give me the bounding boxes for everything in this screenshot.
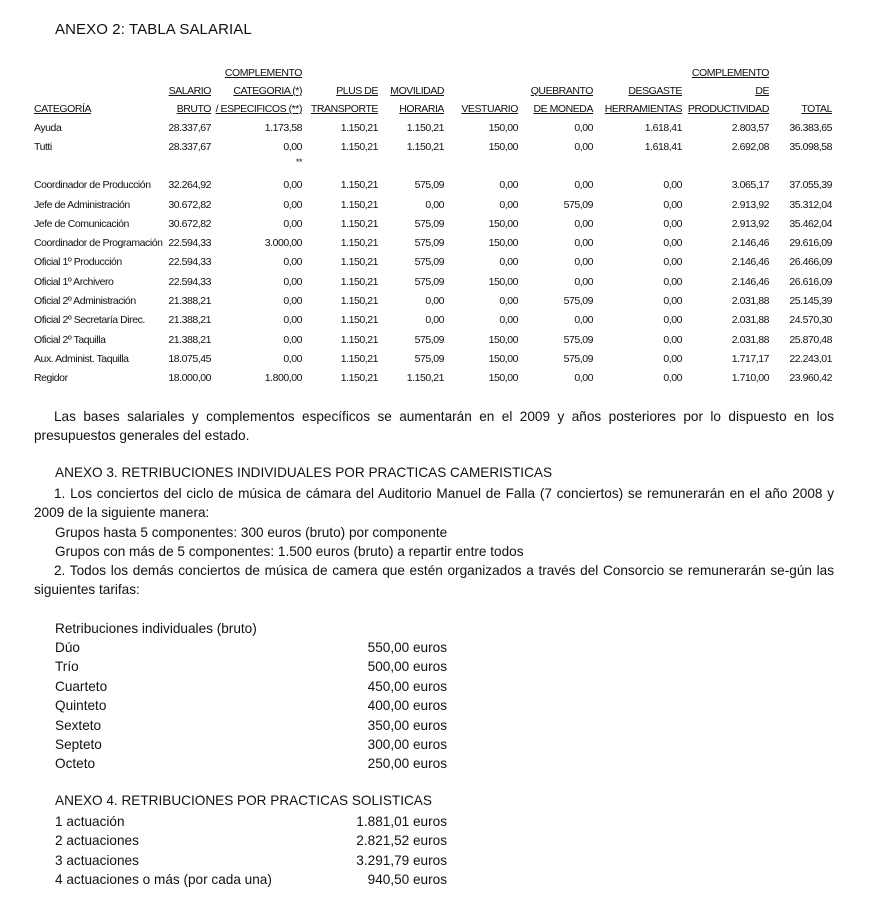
value-cell: 25.870,48 [789, 333, 832, 346]
value-cell: 575,09 [414, 217, 444, 230]
value-cell: 575,09 [414, 333, 444, 346]
rate-row [55, 696, 447, 715]
category-cell: Jefe de Administración [34, 198, 130, 211]
category-cell: Oficial 2º Taquilla [34, 333, 106, 346]
value-cell: 2.692,08 [731, 140, 769, 153]
salary-footnote: Las bases salariales y complementos específicos se aumentarán en el 2009 y años posteriores por lo dispuesto en los presupuestos generales del estado. [34, 409, 834, 444]
category-cell: Oficial 1º Producción [34, 256, 122, 269]
column-header-line: DE MONEDA [533, 103, 593, 115]
column-header-line: CATEGORÍA [34, 103, 92, 115]
rate-label: Septeto [55, 736, 102, 752]
solo-rates-list [55, 812, 447, 890]
value-cell: 35.462,04 [789, 217, 832, 230]
column-header-line: QUEBRANTO [530, 85, 593, 97]
table-row [34, 195, 832, 214]
value-cell: 150,00 [488, 217, 518, 230]
empty-cell [302, 157, 378, 176]
value-cell: 21.388,21 [168, 314, 211, 327]
value-cell: 1.618,41 [644, 140, 682, 153]
rate-label: Octeto [55, 756, 96, 772]
rate-label: 1 actuación [55, 814, 125, 829]
value-cell: 0,00 [574, 275, 593, 288]
column-header [518, 62, 593, 118]
value-cell: 1.150,21 [340, 314, 378, 327]
value-cell: 0,00 [425, 314, 444, 327]
value-cell: 22.594,33 [168, 275, 211, 288]
value-cell: 1.173,58 [264, 121, 302, 134]
value-cell: 25.145,39 [789, 295, 832, 308]
value-cell: 0,00 [499, 295, 518, 308]
column-header-line: DESGASTE [628, 85, 682, 97]
rate-amount: 940,50 euros [367, 872, 447, 888]
value-cell: 2.031,88 [731, 314, 769, 327]
groups-large-text: Grupos con más de 5 componentes: 1.500 euros (bruto) a repartir entre todos [55, 544, 524, 559]
value-cell: 29.616,09 [789, 237, 832, 250]
empty-cell [34, 157, 164, 176]
table-row [34, 137, 832, 156]
rate-row [55, 831, 447, 850]
value-cell: 575,09 [414, 179, 444, 192]
value-cell: 1.150,21 [340, 140, 378, 153]
column-header [444, 62, 518, 118]
rate-row [55, 677, 447, 696]
column-header [164, 62, 211, 118]
empty-cell [593, 157, 682, 176]
column-header-line: HERRAMIENTAS [604, 103, 682, 115]
chamber-rates-list [55, 638, 447, 774]
value-cell: 3.065,17 [731, 179, 769, 192]
value-cell: 26.466,09 [789, 256, 832, 269]
value-cell: 0,00 [574, 121, 593, 134]
value-cell: 21.388,21 [168, 295, 211, 308]
value-cell: 0,00 [663, 275, 682, 288]
empty-cell [444, 157, 518, 176]
rate-label: 2 actuaciones [55, 833, 139, 849]
value-cell: 2.146,46 [731, 275, 769, 288]
table-row [34, 253, 832, 272]
note-row [34, 157, 832, 176]
rate-label: Trío [55, 659, 79, 675]
rate-amount: 1.881,01 euros [356, 814, 447, 829]
value-cell: 21.388,21 [168, 333, 211, 346]
column-header-line: HORARIA [399, 103, 444, 115]
value-cell: 575,09 [414, 352, 444, 365]
column-header-line [302, 64, 378, 82]
value-cell: 575,09 [563, 352, 593, 365]
value-cell: 2.031,88 [731, 333, 769, 346]
value-cell: 0,00 [283, 140, 302, 153]
value-cell: 1.150,21 [340, 237, 378, 250]
value-cell: 1.150,21 [406, 140, 444, 153]
value-cell: 575,09 [414, 237, 444, 250]
category-cell: Oficial 1º Archivero [34, 275, 114, 288]
value-cell: 30.672,82 [168, 198, 211, 211]
column-header-line [593, 64, 682, 82]
value-cell: 22.594,33 [168, 256, 211, 269]
column-header-line [444, 64, 518, 82]
category-cell: Aux. Administ. Taquilla [34, 352, 129, 365]
category-cell: Regidor [34, 372, 68, 385]
column-header-line [769, 64, 832, 82]
value-cell: 0,00 [283, 275, 302, 288]
value-cell: 35.312,04 [789, 198, 832, 211]
value-cell: 37.055,39 [789, 179, 832, 192]
column-header [593, 62, 682, 118]
category-cell: Tutti [34, 140, 52, 153]
value-cell: 1.800,00 [264, 372, 302, 385]
value-cell: 32.264,92 [168, 179, 211, 192]
rate-label: Sexteto [55, 717, 102, 733]
value-cell: 0,00 [283, 333, 302, 346]
category-cell: Ayuda [34, 121, 62, 134]
rate-amount: 500,00 euros [367, 659, 447, 675]
value-cell: 0,00 [283, 217, 302, 230]
category-cell: Coordinador de Producción [34, 179, 151, 192]
note-mark: ** [295, 156, 302, 167]
rate-row [55, 851, 447, 870]
table-row [34, 176, 832, 195]
column-header-line: DE [755, 85, 769, 97]
table-row [34, 349, 832, 368]
category-cell: Jefe de Comunicación [34, 217, 129, 230]
table-row [34, 118, 832, 137]
column-header-line: COMPLEMENTO [224, 67, 302, 79]
value-cell: 2.146,46 [731, 237, 769, 250]
empty-cell [682, 157, 769, 176]
rate-amount: 350,00 euros [367, 717, 447, 733]
value-cell: 0,00 [283, 295, 302, 308]
value-cell: 0,00 [663, 217, 682, 230]
value-cell: 150,00 [488, 275, 518, 288]
value-cell: 0,00 [574, 256, 593, 269]
value-cell: 575,09 [563, 333, 593, 346]
value-cell: 24.570,30 [789, 314, 832, 327]
value-cell: 18.075,45 [168, 352, 211, 365]
column-header-line: BRUTO [176, 103, 211, 115]
annex4-heading: ANEXO 4. RETRIBUCIONES POR PRACTICAS SOLISTICAS [55, 793, 432, 808]
rate-amount: 300,00 euros [367, 736, 447, 752]
value-cell: 1.150,21 [406, 372, 444, 385]
value-cell: 23.960,42 [789, 372, 832, 385]
column-header-line: MOVILIDAD [390, 85, 444, 97]
table-row [34, 291, 832, 310]
value-cell: 1.717,17 [731, 352, 769, 365]
empty-cell [518, 157, 593, 176]
value-cell: 150,00 [488, 121, 518, 134]
value-cell: 28.337,67 [168, 140, 211, 153]
value-cell: 2.803,57 [731, 121, 769, 134]
rate-row [55, 638, 447, 657]
value-cell: 1.150,21 [340, 333, 378, 346]
annex2-title: ANEXO 2: TABLA SALARIAL [55, 21, 252, 38]
annex3-heading: ANEXO 3. RETRIBUCIONES INDIVIDUALES POR PRACTICAS CAMERISTICAS [55, 465, 553, 480]
column-header [211, 62, 302, 118]
table-row [34, 311, 832, 330]
column-header [34, 62, 164, 118]
rate-row [55, 812, 447, 831]
value-cell: 1.150,21 [340, 295, 378, 308]
value-cell: 22.594,33 [168, 237, 211, 250]
value-cell: 1.150,21 [340, 198, 378, 211]
table-row [34, 233, 832, 252]
table-row [34, 369, 832, 388]
column-header-line: PRODUCTIVIDAD [687, 103, 769, 115]
value-cell: 0,00 [663, 256, 682, 269]
category-cell: Oficial 2º Administración [34, 295, 136, 308]
value-cell: 575,09 [414, 256, 444, 269]
salary-table [34, 62, 832, 388]
value-cell: 1.710,00 [731, 372, 769, 385]
value-cell: 2.913,92 [731, 217, 769, 230]
value-cell: 18.000,00 [168, 372, 211, 385]
value-cell: 1.618,41 [644, 121, 682, 134]
table-header-row [34, 62, 832, 118]
value-cell: 0,00 [663, 352, 682, 365]
rate-amount: 3.291,79 euros [356, 852, 447, 868]
table-row [34, 330, 832, 349]
value-cell: 0,00 [499, 198, 518, 211]
rate-row [55, 870, 447, 889]
rate-amount: 450,00 euros [367, 678, 447, 694]
value-cell: 0,00 [425, 295, 444, 308]
column-header-line: PLUS DE [336, 85, 378, 97]
column-header-line: / ESPECIFICOS (**) [215, 103, 302, 115]
value-cell: 0,00 [283, 352, 302, 365]
value-cell: 0,00 [663, 295, 682, 308]
table-row [34, 272, 832, 291]
value-cell: 1.150,21 [340, 275, 378, 288]
value-cell: 0,00 [283, 198, 302, 211]
category-cell: Coordinador de Programación [34, 237, 163, 250]
value-cell: 1.150,21 [340, 121, 378, 134]
value-cell: 1.150,21 [406, 121, 444, 134]
value-cell: 575,09 [563, 198, 593, 211]
value-cell: 0,00 [574, 140, 593, 153]
column-header-line: TOTAL [801, 103, 832, 115]
value-cell: 35.098,58 [789, 140, 832, 153]
value-cell: 0,00 [499, 256, 518, 269]
annex3-point-2: 2. Todos los demás conciertos de música de camera que estén organizados a través del Consorcio se remunerarán se-gún las siguientes tarifas: [34, 563, 834, 598]
column-header-line: TRANSPORTE [310, 103, 378, 115]
value-cell: 0,00 [499, 179, 518, 192]
groups-small-text: Grupos hasta 5 componentes: 300 euros (bruto) por componente [55, 525, 448, 540]
value-cell: 1.150,21 [340, 217, 378, 230]
column-header-line: SALARIO [168, 85, 211, 97]
column-header [302, 62, 378, 118]
value-cell: 150,00 [488, 237, 518, 250]
value-cell: 575,09 [563, 295, 593, 308]
rate-label: Dúo [55, 640, 80, 655]
value-cell: 0,00 [283, 256, 302, 269]
value-cell: 0,00 [663, 372, 682, 385]
column-header-line [444, 82, 518, 100]
value-cell: 0,00 [663, 198, 682, 211]
rate-row [55, 657, 447, 676]
rates-title: Retribuciones individuales (bruto) [55, 621, 257, 636]
value-cell: 0,00 [425, 198, 444, 211]
value-cell: 150,00 [488, 372, 518, 385]
value-cell: 2.913,92 [731, 198, 769, 211]
empty-cell [164, 157, 211, 176]
category-cell: Oficial 2º Secretaría Direc. [34, 314, 145, 327]
value-cell: 0,00 [499, 314, 518, 327]
value-cell: 0,00 [574, 179, 593, 192]
value-cell: 2.146,46 [731, 256, 769, 269]
value-cell: 3.000,00 [264, 237, 302, 250]
column-header [378, 62, 444, 118]
value-cell: 150,00 [488, 333, 518, 346]
rate-label: Quinteto [55, 698, 107, 714]
value-cell: 0,00 [663, 179, 682, 192]
value-cell: 0,00 [574, 372, 593, 385]
rate-label: 4 actuaciones o más (por cada una) [55, 872, 272, 888]
value-cell: 1.150,21 [340, 352, 378, 365]
value-cell: 26.616,09 [789, 275, 832, 288]
column-header-line [34, 64, 164, 82]
column-header-line [518, 64, 593, 82]
value-cell: 0,00 [283, 314, 302, 327]
value-cell: 0,00 [283, 179, 302, 192]
rate-row [55, 735, 447, 754]
column-header [682, 62, 769, 118]
value-cell: 22.243,01 [789, 352, 832, 365]
column-header-line: COMPLEMENTO [691, 67, 769, 79]
empty-cell [769, 157, 832, 176]
value-cell: 0,00 [574, 314, 593, 327]
value-cell: 0,00 [574, 217, 593, 230]
column-header-line [34, 82, 164, 100]
rate-amount: 2.821,52 euros [356, 833, 447, 849]
table-body [34, 118, 832, 388]
column-header-line [769, 82, 832, 100]
table-row [34, 214, 832, 233]
annex3-point-1: 1. Los conciertos del ciclo de música de cámara del Auditorio Manuel de Falla (7 conciertos) se remunerarán en el año 2008 y 2009 de la siguiente manera: [34, 486, 834, 521]
rate-row [55, 716, 447, 735]
rate-amount: 550,00 euros [367, 640, 447, 655]
empty-cell [378, 157, 444, 176]
rate-amount: 250,00 euros [367, 756, 447, 772]
value-cell: 150,00 [488, 352, 518, 365]
value-cell: 0,00 [663, 237, 682, 250]
column-header-line: VESTUARIO [461, 103, 518, 115]
value-cell: 1.150,21 [340, 179, 378, 192]
value-cell: 150,00 [488, 140, 518, 153]
value-cell: 1.150,21 [340, 372, 378, 385]
column-header-line: CATEGORIA (*) [233, 85, 302, 97]
value-cell: 575,09 [414, 275, 444, 288]
value-cell: 0,00 [663, 314, 682, 327]
value-cell: 30.672,82 [168, 217, 211, 230]
rate-amount: 400,00 euros [367, 698, 447, 714]
column-header-line [378, 64, 444, 82]
value-cell: 36.383,65 [789, 121, 832, 134]
rate-row [55, 754, 447, 773]
value-cell: 28.337,67 [168, 121, 211, 134]
rate-label: 3 actuaciones [55, 852, 139, 868]
column-header-line [164, 64, 211, 82]
rate-label: Cuarteto [55, 678, 108, 694]
value-cell: 0,00 [574, 237, 593, 250]
value-cell: 0,00 [663, 333, 682, 346]
column-header [769, 62, 832, 118]
value-cell: 2.031,88 [731, 295, 769, 308]
value-cell: 1.150,21 [340, 256, 378, 269]
